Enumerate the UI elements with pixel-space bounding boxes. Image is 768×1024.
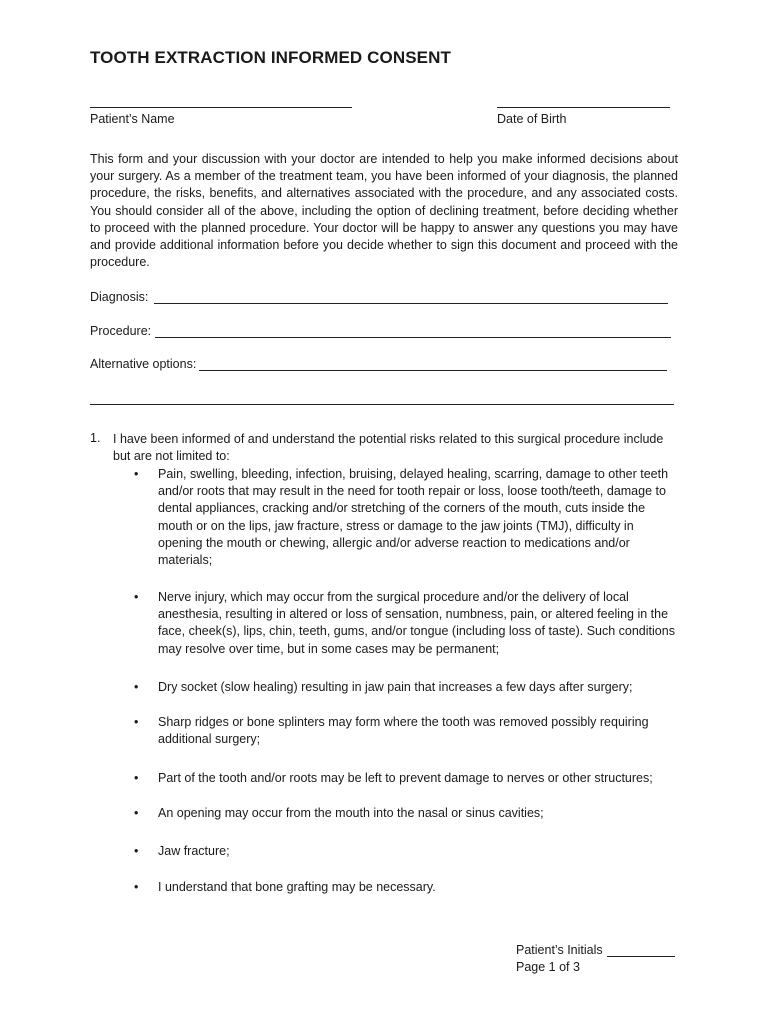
risk-bullet-item: Jaw fracture; (158, 844, 230, 858)
patient-name-label: Patient’s Name (90, 112, 175, 126)
date-of-birth-label: Date of Birth (497, 112, 567, 126)
procedure-field (90, 324, 671, 338)
bullet-glyph: • (134, 590, 139, 604)
patient-name-line[interactable] (90, 107, 352, 108)
procedure-label: Procedure: (90, 324, 152, 338)
alternative-options-field (90, 357, 667, 371)
alternative-options-extra-line[interactable] (90, 404, 674, 405)
bullet-glyph: • (134, 680, 139, 694)
risk-bullet-item: Nerve injury, which may occur from the surgical procedure and/or the delivery of local anesthesia, resulting in altered or loss of sensation, numbness, pain, or altered feeling in the face, cheek(s), lips, chin, teeth, gums, and/or tongue (including loss of taste). Such conditions may resolve over time, but in some cases may be permanent; (158, 590, 675, 656)
bullet-glyph: • (134, 844, 139, 858)
diagnosis-input-line[interactable] (154, 292, 668, 304)
intro-paragraph: This form and your discussion with your doctor are intended to help you make informed decisions about your surgery. As a member of the treatment team, you have been informed of your diagnosis, the planned procedure, the risks, benefits, and alternatives associated with the procedure, and any associated costs. You should consider all of the above, including the option of declining treatment, before deciding whether to proceed with the planned procedure. Your doctor will be happy to answer any questions you may have and provide additional information before you decide whether to sign this document and proceed with the procedure. (90, 152, 678, 270)
bullet-glyph: • (134, 806, 139, 820)
item-number: 1. (90, 431, 101, 445)
risk-bullet-item: Part of the tooth and/or roots may be left to prevent damage to nerves or other structures; (158, 771, 653, 785)
alternative-options-input-line[interactable] (199, 359, 667, 371)
diagnosis-label: Diagnosis: (90, 290, 149, 304)
page-number: Page 1 of 3 (516, 960, 580, 974)
diagnosis-field (90, 290, 668, 304)
risk-bullet-item: Pain, swelling, bleeding, infection, bruising, delayed healing, scarring, damage to other teeth and/or roots that may result in the need for tooth repair or loss, loose tooth/teeth, damage to dental appliances, cracking and/or stretching of the corners of the mouth, cuts inside the mouth or on the lips, jaw fracture, stress or damage to the jaw joints (TMJ), difficulty in opening the mouth or chewing, allergic and/or adverse reaction to medications and/or materials; (158, 467, 669, 568)
bullet-glyph: • (134, 771, 139, 785)
risk-bullet-item: Sharp ridges or bone splinters may form where the tooth was removed possibly requiring additional surgery; (158, 715, 649, 747)
bullet-glyph: • (134, 880, 139, 894)
patient-initials-input-line[interactable] (607, 945, 675, 957)
patient-initials-label: Patient’s Initials (516, 943, 603, 957)
item-text: I have been informed of and understand the potential risks related to this surgical procedure include but are not limited to: (113, 432, 664, 464)
bullet-glyph: • (134, 467, 139, 481)
patient-initials-field (516, 943, 675, 957)
risk-bullet-item: I understand that bone grafting may be necessary. (158, 880, 436, 894)
page-title: TOOTH EXTRACTION INFORMED CONSENT (90, 48, 451, 67)
bullet-glyph: • (134, 715, 139, 729)
risk-bullet-item: Dry socket (slow healing) resulting in jaw pain that increases a few days after surgery; (158, 680, 633, 694)
risk-bullet-item: An opening may occur from the mouth into the nasal or sinus cavities; (158, 806, 544, 820)
procedure-input-line[interactable] (155, 326, 671, 338)
alternative-options-label: Alternative options: (90, 357, 197, 371)
date-of-birth-line[interactable] (497, 107, 670, 108)
